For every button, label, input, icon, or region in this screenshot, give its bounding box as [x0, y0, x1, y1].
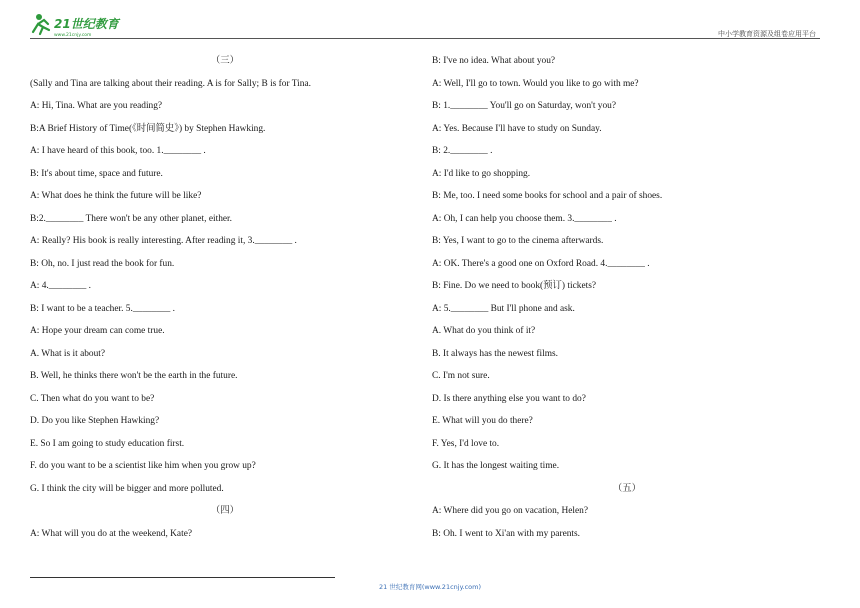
logo-text: 21世纪教育	[54, 17, 119, 31]
text-line: B: 1.________ You'll go on Saturday, won't you?	[432, 101, 617, 111]
text-line: A: What does he think the future will be like?	[30, 191, 202, 201]
section-heading: （五）	[612, 483, 642, 494]
logo-url: www.21cnjy.com	[54, 33, 92, 38]
text-line: (Sally and Tina are talking about their reading. A is for Sally; B is for Tina.	[30, 78, 311, 89]
text-line: B. Well, he thinks there won't be the earth in the future.	[30, 371, 238, 381]
section-heading: （四）	[210, 506, 240, 516]
text-line: B:2.________ There won't be any other planet, either.	[30, 213, 232, 224]
text-line: B: Oh, no. I just read the book for fun.	[30, 258, 175, 269]
text-line: A: Hope your dream can come true.	[30, 326, 165, 336]
text-line: A: I'd like to go shopping.	[432, 168, 531, 179]
text-line: D. Is there anything else you want to do?	[432, 393, 586, 404]
text-line: A: Where did you go on vacation, Helen?	[432, 506, 589, 516]
text-line: F. do you want to be a scientist like him when you grow up?	[30, 461, 256, 471]
left-column	[30, 50, 420, 545]
text-line: C. Then what do you want to be?	[30, 393, 155, 404]
text-line: B: Me, too. I need some books for school and a pair of shoes.	[432, 191, 663, 201]
text-line: A: I have heard of this book, too. 1.________ .	[30, 146, 206, 156]
text-line: A: What will you do at the weekend, Kate?	[30, 528, 193, 539]
site-logo	[30, 10, 150, 40]
text-line: B: Oh. I went to Xi'an with my parents.	[432, 528, 581, 539]
text-line: D. Do you like Stephen Hawking?	[30, 416, 160, 426]
text-line: B:A Brief History of Time(《时间简史》) by Stephen Hawking.	[30, 123, 266, 134]
text-line: B: Fine. Do we need to book(预订) tickets?	[432, 281, 597, 291]
text-line: C. I'm not sure.	[432, 371, 490, 381]
text-line: A: Hi, Tina. What are you reading?	[30, 101, 163, 111]
logo-runner-icon	[30, 10, 150, 40]
footer-text: 21 世纪教育网(www.21cnjy.com)	[379, 583, 481, 591]
text-line: A: Yes. Because I'll have to study on Sunday.	[432, 123, 602, 134]
text-line: G. It has the longest waiting time.	[432, 461, 560, 471]
section-heading: （三）	[210, 56, 240, 66]
text-line: B: It's about time, space and future.	[30, 168, 163, 179]
text-line: A. What is it about?	[30, 348, 106, 359]
right-column	[432, 50, 822, 545]
text-line: A. What do you think of it?	[432, 326, 536, 336]
text-line: A: 4.________ .	[30, 281, 91, 291]
footer-divider	[30, 577, 335, 578]
text-line: A: OK. There's a good one on Oxford Road. 4.________ .	[432, 258, 650, 269]
text-line: A: Well, I'll go to town. Would you like to go with me?	[432, 78, 639, 89]
header-platform-text: 中小学教育资源及组卷应用平台	[718, 30, 816, 38]
header-divider	[30, 38, 820, 39]
text-line: B: I've no idea. What about you?	[432, 56, 556, 66]
text-line: A: 5.________ But I'll phone and ask.	[432, 303, 575, 314]
text-line: A: Oh, I can help you choose them. 3.________ .	[432, 213, 617, 224]
text-line: B: Yes, I want to go to the cinema afterwards.	[432, 236, 604, 246]
text-line: F. Yes, I'd love to.	[432, 438, 500, 449]
text-line: E. What will you do there?	[432, 416, 533, 426]
text-line: E. So I am going to study education first.	[30, 438, 185, 449]
text-line: A: Really? His book is really interesting. After reading it, 3.________ .	[30, 236, 297, 246]
text-line: G. I think the city will be bigger and more polluted.	[30, 483, 224, 494]
text-line: B: I want to be a teacher. 5.________ .	[30, 303, 176, 314]
text-line: B: 2.________ .	[432, 146, 493, 156]
text-line: B. It always has the newest films.	[432, 348, 559, 359]
